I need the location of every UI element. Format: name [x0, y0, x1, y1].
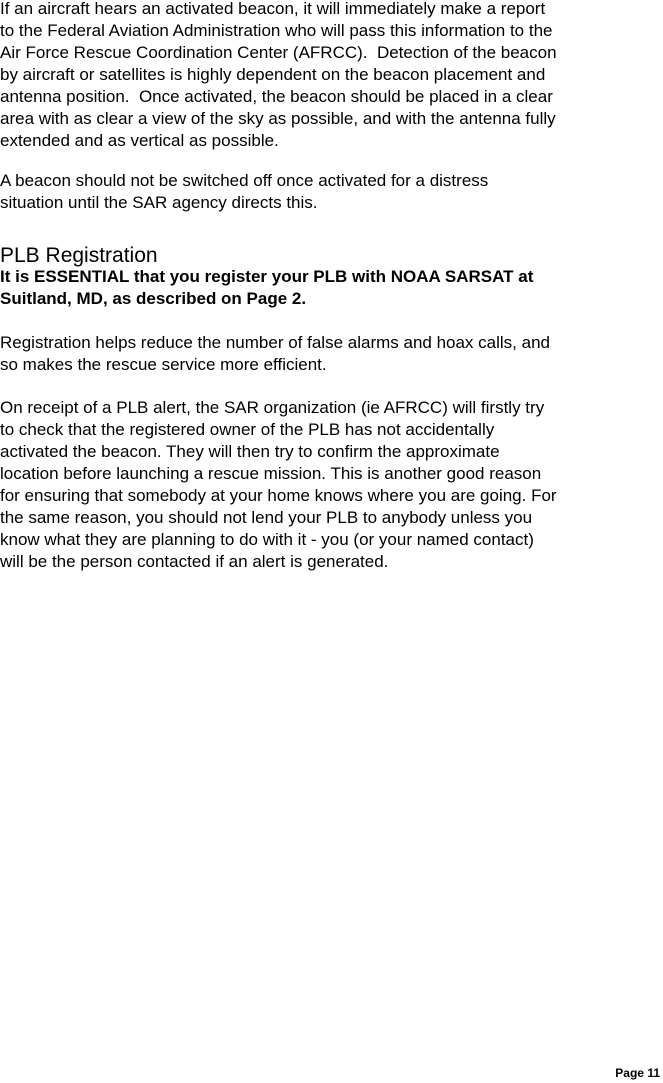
text-line: extended and as vertical as possible. [0, 131, 279, 150]
text-line: antenna position. Once activated, the beacon should be placed in a clear [0, 87, 553, 106]
page-number: Page 11 [615, 1066, 660, 1080]
paragraph-beacon-detection [0, 0, 557, 152]
paragraph-registration-benefits [0, 332, 550, 376]
text-line: Registration helps reduce the number of false alarms and hoax calls, and [0, 333, 550, 352]
text-line: situation until the SAR agency directs this. [0, 193, 318, 212]
text-line: On receipt of a PLB alert, the SAR organization (ie AFRCC) will firstly try [0, 398, 545, 417]
text-line: location before launching a rescue mission. This is another good reason [0, 464, 542, 483]
text-line: so makes the rescue service more efficient. [0, 355, 327, 374]
paragraph-registration-essential [0, 266, 533, 310]
section-heading-plb-registration: PLB Registration [0, 244, 158, 267]
text-line: by aircraft or satellites is highly dependent on the beacon placement and [0, 65, 546, 84]
paragraph-beacon-switch-off [0, 170, 488, 214]
text-line: area with as clear a view of the sky as possible, and with the antenna fully [0, 109, 556, 128]
text-line: Suitland, MD, as described on Page 2. [0, 289, 307, 308]
text-line: to check that the registered owner of the PLB has not accidentally [0, 420, 495, 439]
text-line: If an aircraft hears an activated beacon, it will immediately make a report [0, 0, 546, 18]
text-line: the same reason, you should not lend your PLB to anybody unless you [0, 508, 533, 527]
paragraph-plb-alert-receipt [0, 397, 557, 573]
text-line: to the Federal Aviation Administration who will pass this information to the [0, 21, 553, 40]
text-line: A beacon should not be switched off once activated for a distress [0, 171, 489, 190]
text-line: It is ESSENTIAL that you register your PLB with NOAA SARSAT at [0, 267, 534, 286]
text-line: activated the beacon. They will then try to confirm the approximate [0, 442, 500, 461]
text-line: Air Force Rescue Coordination Center (AFRCC). Detection of the beacon [0, 43, 557, 62]
text-line: for ensuring that somebody at your home knows where you are going. For [0, 486, 557, 505]
text-line: will be the person contacted if an alert is generated. [0, 552, 389, 571]
text-line: know what they are planning to do with it - you (or your named contact) [0, 530, 534, 549]
